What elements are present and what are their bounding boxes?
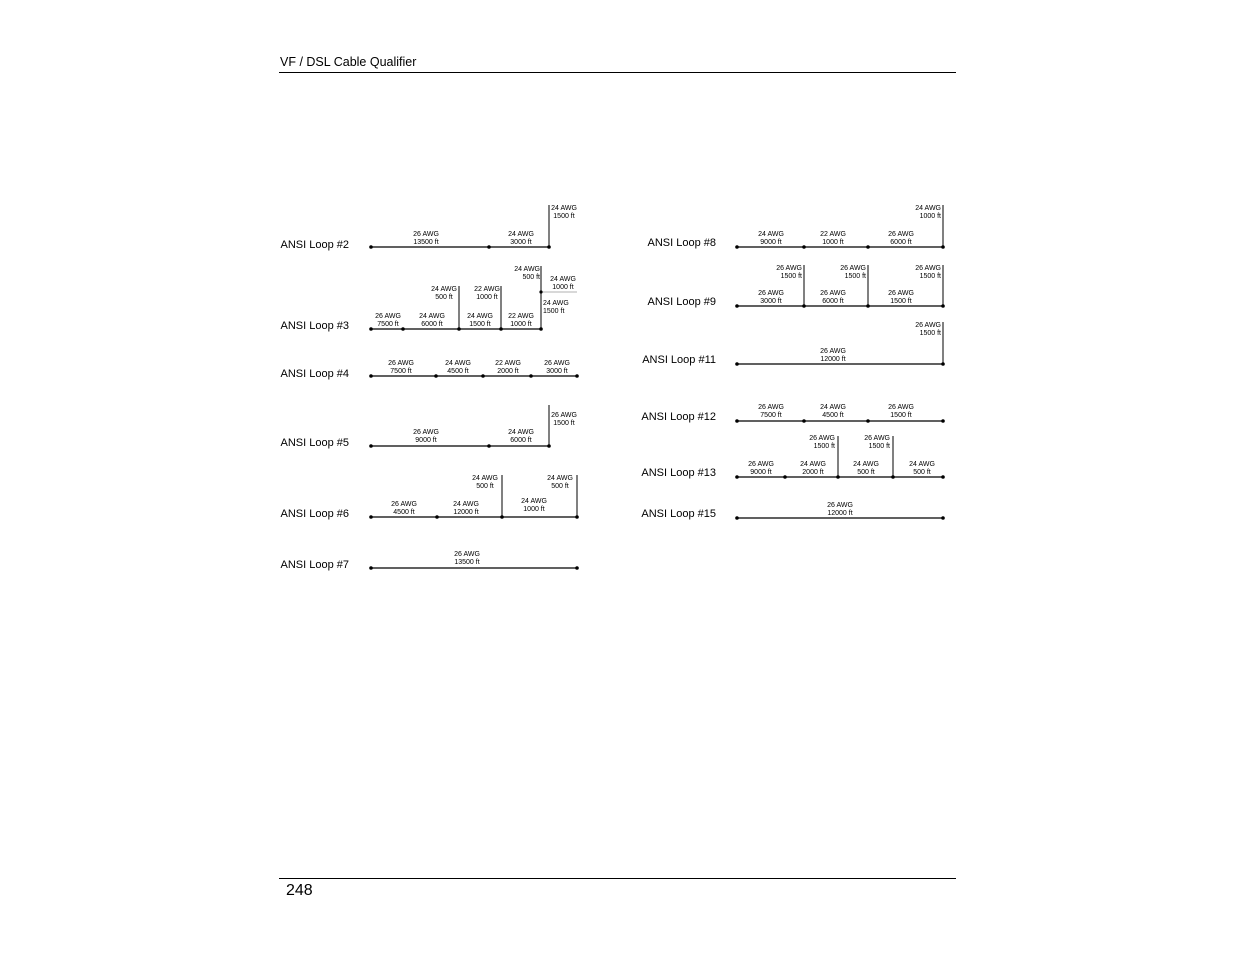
- bridged-tap-label: 24 AWG 1500 ft: [543, 300, 569, 315]
- junction-dot: [735, 245, 739, 249]
- bridged-tap-label: 24 AWG 500 ft: [514, 266, 540, 281]
- loop-label: ANSI Loop #13: [641, 467, 716, 479]
- segment-label: 26 AWG 13500 ft: [413, 231, 439, 246]
- junction-dot: [836, 475, 840, 479]
- junction-dot: [783, 475, 787, 479]
- loop-label: ANSI Loop #5: [280, 437, 349, 449]
- junction-dot: [941, 362, 945, 366]
- junction-dot: [866, 245, 870, 249]
- segment-label: 26 AWG 4500 ft: [391, 501, 417, 516]
- junction-dot: [481, 374, 485, 378]
- loop-label: ANSI Loop #12: [641, 411, 716, 423]
- junction-dot: [369, 245, 373, 249]
- footer-rule: [279, 878, 956, 879]
- junction-dot: [369, 515, 373, 519]
- bridged-tap-label: 26 AWG 1500 ft: [864, 435, 890, 450]
- segment-label: 24 AWG 4500 ft: [820, 404, 846, 419]
- junction-dot: [369, 327, 373, 331]
- bridged-tap-label: 24 AWG 1000 ft: [550, 276, 576, 291]
- junction-dot: [941, 475, 945, 479]
- junction-dot: [575, 515, 579, 519]
- junction-dot: [539, 327, 543, 331]
- junction-dot: [802, 245, 806, 249]
- segment-label: 26 AWG 3000 ft: [544, 360, 570, 375]
- loop-label: ANSI Loop #11: [642, 354, 716, 366]
- junction-dot: [435, 515, 439, 519]
- junction-dot: [539, 290, 542, 293]
- segment-label: 24 AWG 1500 ft: [467, 313, 493, 328]
- junction-dot: [866, 419, 870, 423]
- bridged-tap-label: 26 AWG 1500 ft: [551, 412, 577, 427]
- loop-label: ANSI Loop #4: [280, 368, 349, 380]
- junction-dot: [941, 304, 945, 308]
- junction-dot: [547, 245, 551, 249]
- junction-dot: [547, 444, 551, 448]
- segment-label: 24 AWG 6000 ft: [419, 313, 445, 328]
- segment-label: 24 AWG 500 ft: [853, 461, 879, 476]
- junction-dot: [735, 362, 739, 366]
- junction-dot: [369, 444, 373, 448]
- junction-dot: [735, 304, 739, 308]
- segment-label: 26 AWG 6000 ft: [888, 231, 914, 246]
- junction-dot: [802, 419, 806, 423]
- segment-label: 22 AWG 2000 ft: [495, 360, 521, 375]
- bridged-tap-label: 22 AWG 1000 ft: [474, 286, 500, 301]
- segment-label: 26 AWG 9000 ft: [413, 429, 439, 444]
- bridged-tap-label: 24 AWG 1500 ft: [551, 205, 577, 220]
- segment-label: 26 AWG 9000 ft: [748, 461, 774, 476]
- bridged-tap-label: 26 AWG 1500 ft: [776, 265, 802, 280]
- junction-dot: [575, 566, 579, 570]
- ansi-loop-13: [641, 435, 944, 479]
- junction-dot: [891, 475, 895, 479]
- segment-label: 26 AWG 1500 ft: [888, 290, 914, 305]
- junction-dot: [941, 419, 945, 423]
- segment-label: 26 AWG 12000 ft: [820, 348, 846, 363]
- junction-dot: [500, 515, 504, 519]
- junction-dot: [735, 516, 739, 520]
- loop-label: ANSI Loop #6: [280, 508, 349, 520]
- ansi-loop-2: [281, 205, 577, 251]
- segment-label: 26 AWG 6000 ft: [820, 290, 846, 305]
- junction-dot: [941, 245, 945, 249]
- segment-label: 24 AWG 1000 ft: [521, 498, 547, 513]
- bridged-tap-label: 24 AWG 1000 ft: [915, 205, 941, 220]
- segment-label: 24 AWG 2000 ft: [800, 461, 826, 476]
- junction-dot: [941, 516, 945, 520]
- junction-dot: [487, 245, 491, 249]
- junction-dot: [369, 566, 373, 570]
- loop-label: ANSI Loop #3: [280, 320, 349, 332]
- ansi-loop-7: [281, 551, 579, 571]
- segment-label: 24 AWG 3000 ft: [508, 231, 534, 246]
- ansi-loop-5: [281, 405, 577, 449]
- ansi-loop-11: [642, 322, 945, 366]
- bridged-tap-label: 26 AWG 1500 ft: [809, 435, 835, 450]
- ansi-loop-3: [281, 266, 578, 332]
- ansi-loop-8: [648, 205, 945, 249]
- ansi-loop-4: [281, 360, 579, 380]
- segment-label: 26 AWG 7500 ft: [375, 313, 401, 328]
- junction-dot: [866, 304, 870, 308]
- segment-label: 24 AWG 9000 ft: [758, 231, 784, 246]
- ansi-loop-6: [281, 475, 579, 520]
- page-number: 248: [286, 882, 313, 899]
- junction-dot: [735, 475, 739, 479]
- junction-dot: [575, 374, 579, 378]
- junction-dot: [499, 327, 503, 331]
- loop-label: ANSI Loop #2: [280, 239, 349, 251]
- bridged-tap-label: 26 AWG 1500 ft: [915, 265, 941, 280]
- junction-dot: [369, 374, 373, 378]
- bridged-tap-label: 24 AWG 500 ft: [547, 475, 573, 490]
- junction-dot: [529, 374, 533, 378]
- junction-dot: [434, 374, 438, 378]
- ansi-loop-9: [648, 265, 945, 308]
- segment-label: 26 AWG 7500 ft: [388, 360, 414, 375]
- ansi-loop-15: [641, 502, 944, 520]
- page-header-title: VF / DSL Cable Qualifier: [280, 55, 417, 69]
- bridged-tap-label: 26 AWG 1500 ft: [915, 322, 941, 337]
- bridged-tap-label: 26 AWG 1500 ft: [840, 265, 866, 280]
- loop-label: ANSI Loop #9: [647, 296, 716, 308]
- junction-dot: [735, 419, 739, 423]
- segment-label: 24 AWG 6000 ft: [508, 429, 534, 444]
- junction-dot: [487, 444, 491, 448]
- segment-label: 22 AWG 1000 ft: [508, 313, 534, 328]
- loop-label: ANSI Loop #7: [280, 559, 349, 571]
- segment-label: 24 AWG 500 ft: [909, 461, 935, 476]
- junction-dot: [457, 327, 461, 331]
- bridged-tap-label: 24 AWG 500 ft: [431, 286, 457, 301]
- junction-dot: [401, 327, 405, 331]
- segment-label: 22 AWG 1000 ft: [820, 231, 846, 246]
- segment-label: 24 AWG 4500 ft: [445, 360, 471, 375]
- segment-label: 26 AWG 12000 ft: [827, 502, 853, 517]
- bridged-tap-label: 24 AWG 500 ft: [472, 475, 498, 490]
- loop-label: ANSI Loop #8: [647, 237, 716, 249]
- ansi-loop-12: [641, 404, 944, 423]
- segment-label: 26 AWG 7500 ft: [758, 404, 784, 419]
- junction-dot: [802, 304, 806, 308]
- segment-label: 24 AWG 12000 ft: [453, 501, 479, 516]
- segment-label: 26 AWG 13500 ft: [454, 551, 480, 566]
- loop-label: ANSI Loop #15: [641, 508, 716, 520]
- segment-label: 26 AWG 3000 ft: [758, 290, 784, 305]
- segment-label: 26 AWG 1500 ft: [888, 404, 914, 419]
